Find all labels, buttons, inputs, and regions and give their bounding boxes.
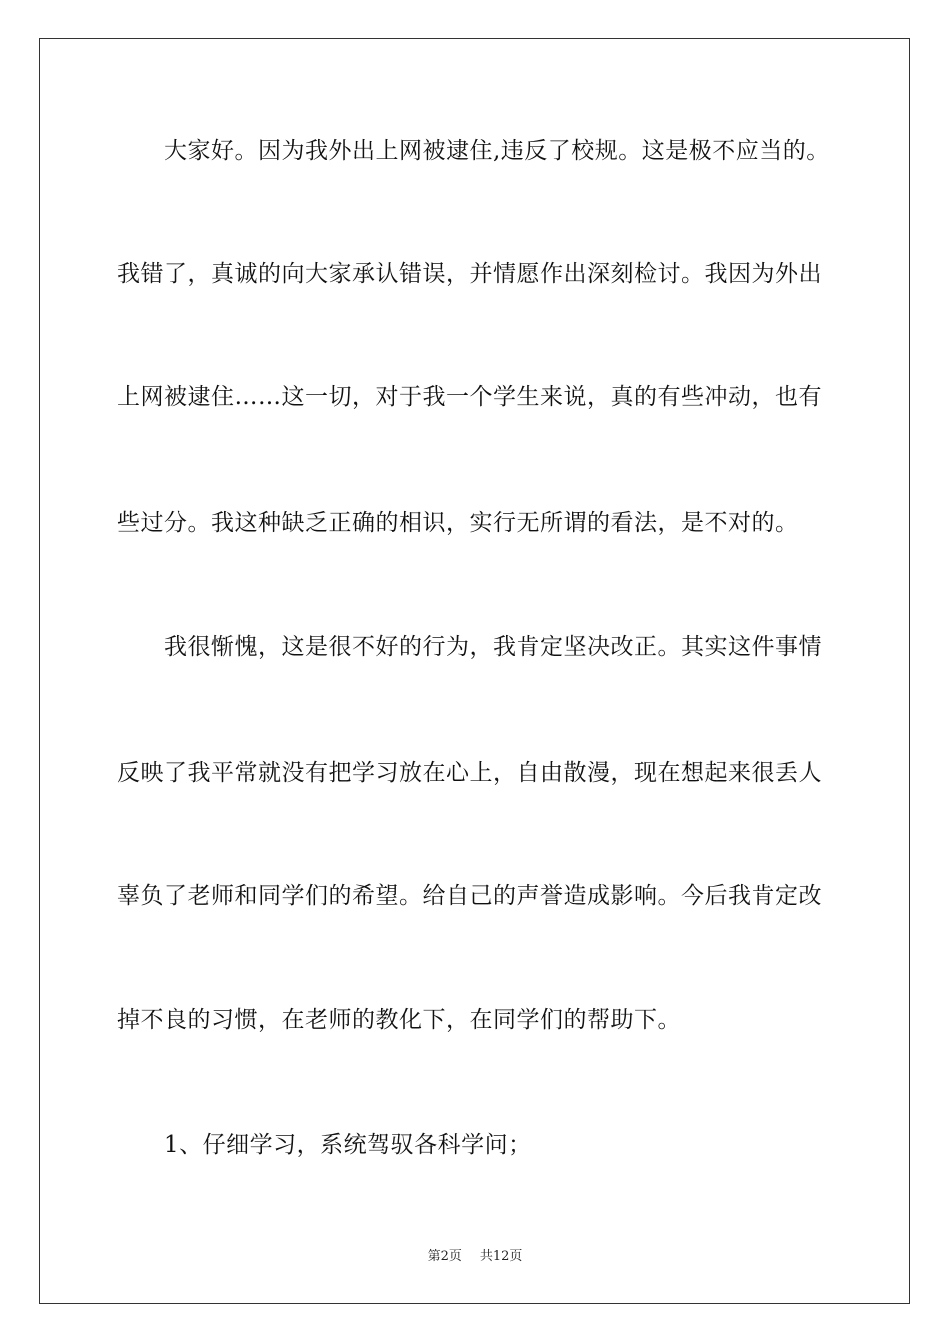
page-border: [39, 38, 910, 1304]
page-total: 共12页: [479, 1249, 523, 1264]
paragraph-line: 辜负了老师和同学们的希望。给自己的声誉造成影响。今后我肯定改: [117, 883, 822, 909]
paragraph-line: 我很惭愧，这是很不好的行为，我肯定坚决改正。其实这件事情: [164, 634, 822, 660]
paragraph-line: 些过分。我这种缺乏正确的相识，实行无所谓的看法，是不对的。: [117, 510, 799, 536]
list-item: 1、仔细学习，系统驾驭各科学问；: [164, 1132, 532, 1158]
paragraph-line: 掉不良的习惯，在老师的教化下，在同学们的帮助下。: [117, 1007, 681, 1033]
paragraph-line: 大家好。因为我外出上网被逮住,违反了校规。这是极不应当的。: [164, 138, 830, 164]
paragraph-line: 反映了我平常就没有把学习放在心上，自由散漫，现在想起来很丢人: [117, 760, 822, 786]
paragraph-line: 上网被逮住……这一切，对于我一个学生来说，真的有些冲动，也有: [117, 384, 822, 410]
paragraph-line: 我错了，真诚的向大家承认错误，并情愿作出深刻检讨。我因为外出: [117, 261, 822, 287]
page-number: 第2页: [427, 1249, 462, 1264]
page-footer: [0, 1248, 950, 1266]
